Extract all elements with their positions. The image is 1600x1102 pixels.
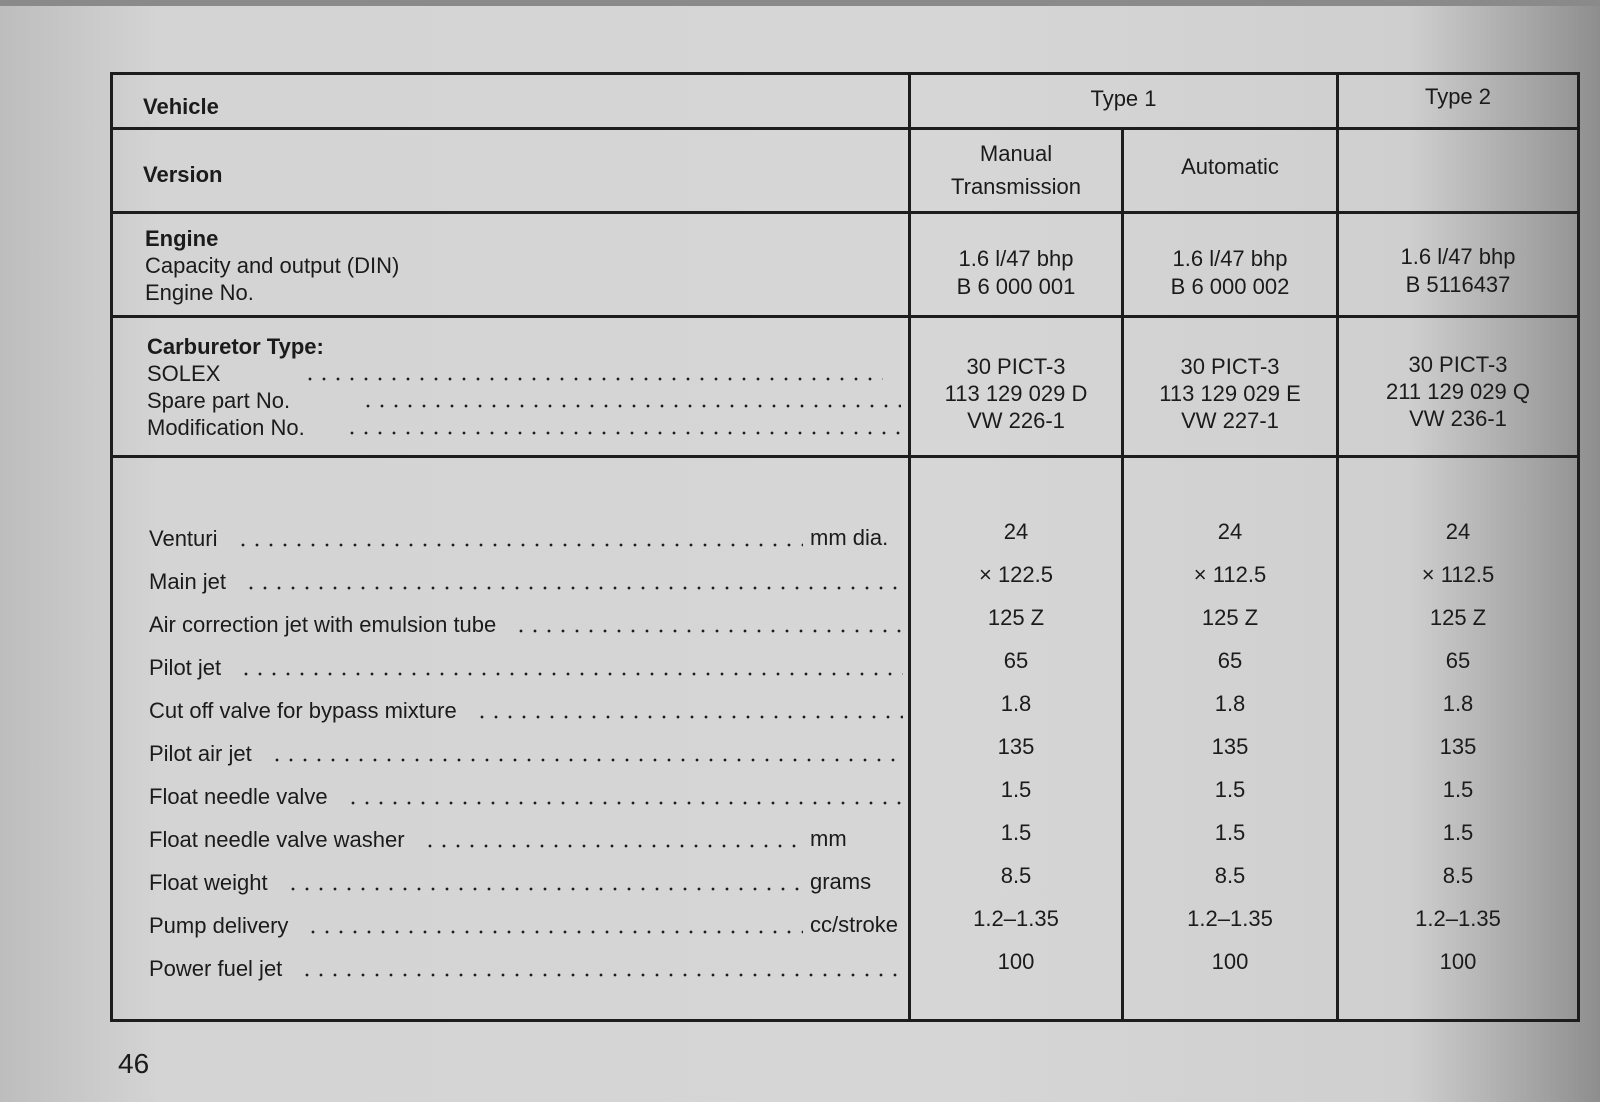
automatic-carb-part: 113 129 029 E xyxy=(1159,381,1301,406)
leader-dots xyxy=(239,672,903,676)
manual-line2: Transmission xyxy=(951,174,1081,199)
spec-label: Power fuel jet xyxy=(149,956,283,981)
type2-label: Type 2 xyxy=(1424,84,1492,109)
manual-carb-mod: VW 226-1 xyxy=(967,408,1065,433)
spec-label: Air correction jet with emulsion tube xyxy=(149,612,497,637)
leader-dots xyxy=(475,715,903,719)
type2-value: 1.5 xyxy=(1442,777,1474,802)
spec-unit: grams xyxy=(810,869,872,894)
automatic-carb-type: 30 PICT-3 xyxy=(1180,354,1280,379)
automatic-engine-number: B 6 000 002 xyxy=(1170,274,1290,299)
manual-value: 1.2–1.35 xyxy=(973,906,1059,931)
type2-engine-number: B 5116437 xyxy=(1405,272,1511,297)
page-edge xyxy=(0,0,1600,6)
spare-part-label: Spare part No. xyxy=(147,388,291,413)
spec-label: Float weight xyxy=(149,870,268,895)
automatic-value: 1.2–1.35 xyxy=(1187,906,1273,931)
manual-engine-capacity: 1.6 l/47 bhp xyxy=(958,246,1074,271)
spec-unit: cc/stroke xyxy=(810,912,899,937)
row-divider xyxy=(113,455,1577,458)
leader-dots xyxy=(270,758,903,762)
manual-value: 125 Z xyxy=(987,605,1045,630)
type2-engine-capacity: 1.6 l/47 bhp xyxy=(1400,244,1516,269)
manual-value: 100 xyxy=(997,949,1035,974)
spec-label: Main jet xyxy=(149,569,227,594)
leader-dots xyxy=(423,844,803,848)
automatic-value: 1.8 xyxy=(1214,691,1246,716)
type2-value: 1.5 xyxy=(1442,820,1474,845)
type2-carb-type: 30 PICT-3 xyxy=(1408,352,1508,377)
spec-label: Pump delivery xyxy=(149,913,289,938)
spec-label: Float needle valve xyxy=(149,784,328,809)
manual-value: 135 xyxy=(997,734,1035,759)
automatic-value: 24 xyxy=(1217,519,1243,544)
leader-dots xyxy=(236,543,803,547)
spec-label: Float needle valve washer xyxy=(149,827,405,852)
carburetor-heading: Carburetor Type: xyxy=(147,334,324,359)
manual-engine-number: B 6 000 001 xyxy=(956,274,1076,299)
type2-carb-mod: VW 236-1 xyxy=(1409,406,1507,431)
leader-dots xyxy=(345,431,901,435)
engine-capacity-label: Capacity and output (DIN) xyxy=(145,253,400,278)
automatic-value: 8.5 xyxy=(1214,863,1246,888)
leader-dots xyxy=(244,586,903,590)
page-number: 46 xyxy=(118,1048,150,1079)
carburetor-spec-table xyxy=(110,72,1580,1022)
automatic-value: 135 xyxy=(1211,734,1249,759)
modification-label: Modification No. xyxy=(147,415,305,440)
leader-dots xyxy=(306,930,803,934)
type2-value: 135 xyxy=(1439,734,1477,759)
type2-value: 65 xyxy=(1445,648,1471,673)
type2-carb-part: 211 129 029 Q xyxy=(1386,379,1530,404)
engine-heading: Engine xyxy=(145,226,219,251)
automatic-value: 100 xyxy=(1211,949,1249,974)
manual-value: 1.5 xyxy=(1000,777,1032,802)
leader-dots xyxy=(303,377,883,381)
spec-label: Venturi xyxy=(149,526,218,551)
manual-carb-part: 113 129 029 D xyxy=(944,381,1088,406)
solex-label: SOLEX xyxy=(147,361,221,386)
leader-dots xyxy=(300,973,903,977)
manual-line1: Manual xyxy=(979,141,1053,166)
spec-unit: mm xyxy=(810,826,847,851)
manual-value: 24 xyxy=(1003,519,1029,544)
type2-value: 1.2–1.35 xyxy=(1415,906,1501,931)
automatic-engine-capacity: 1.6 l/47 bhp xyxy=(1172,246,1288,271)
type2-value: 100 xyxy=(1439,949,1477,974)
automatic-carb-mod: VW 227-1 xyxy=(1181,408,1279,433)
automatic-value: 1.5 xyxy=(1214,820,1246,845)
manual-carb-type: 30 PICT-3 xyxy=(966,354,1066,379)
engine-number-label: Engine No. xyxy=(145,280,254,305)
manual-value: 65 xyxy=(1003,648,1029,673)
type2-value: 125 Z xyxy=(1429,605,1487,630)
leader-dots xyxy=(346,801,903,805)
spec-label: Pilot air jet xyxy=(149,741,252,766)
vehicle-label: Vehicle xyxy=(143,94,219,119)
leader-dots xyxy=(286,887,803,891)
type1-label: Type 1 xyxy=(1090,86,1157,111)
type2-value: 1.8 xyxy=(1442,691,1474,716)
manual-value: 8.5 xyxy=(1000,863,1032,888)
manual-value: × 122.5 xyxy=(978,562,1053,587)
row-divider xyxy=(113,127,1577,130)
type2-value: × 112.5 xyxy=(1421,562,1495,587)
type2-value: 24 xyxy=(1445,519,1471,544)
automatic-value: 65 xyxy=(1217,648,1243,673)
automatic-value: × 112.5 xyxy=(1193,562,1267,587)
leader-dots xyxy=(514,629,903,633)
type2-value: 8.5 xyxy=(1442,863,1474,888)
version-label: Version xyxy=(143,162,223,187)
spec-label: Pilot jet xyxy=(149,655,222,680)
spec-unit: mm dia. xyxy=(810,525,889,550)
automatic-value: 125 Z xyxy=(1201,605,1259,630)
leader-dots xyxy=(361,404,901,408)
manual-value: 1.8 xyxy=(1000,691,1032,716)
row-divider xyxy=(113,315,1577,318)
spec-label: Cut off valve for bypass mixture xyxy=(149,698,457,723)
automatic-header: Automatic xyxy=(1181,154,1279,179)
manual-value: 1.5 xyxy=(1000,820,1032,845)
row-divider xyxy=(113,211,1577,214)
manual-transmission-header xyxy=(911,137,1121,203)
automatic-value: 1.5 xyxy=(1214,777,1246,802)
